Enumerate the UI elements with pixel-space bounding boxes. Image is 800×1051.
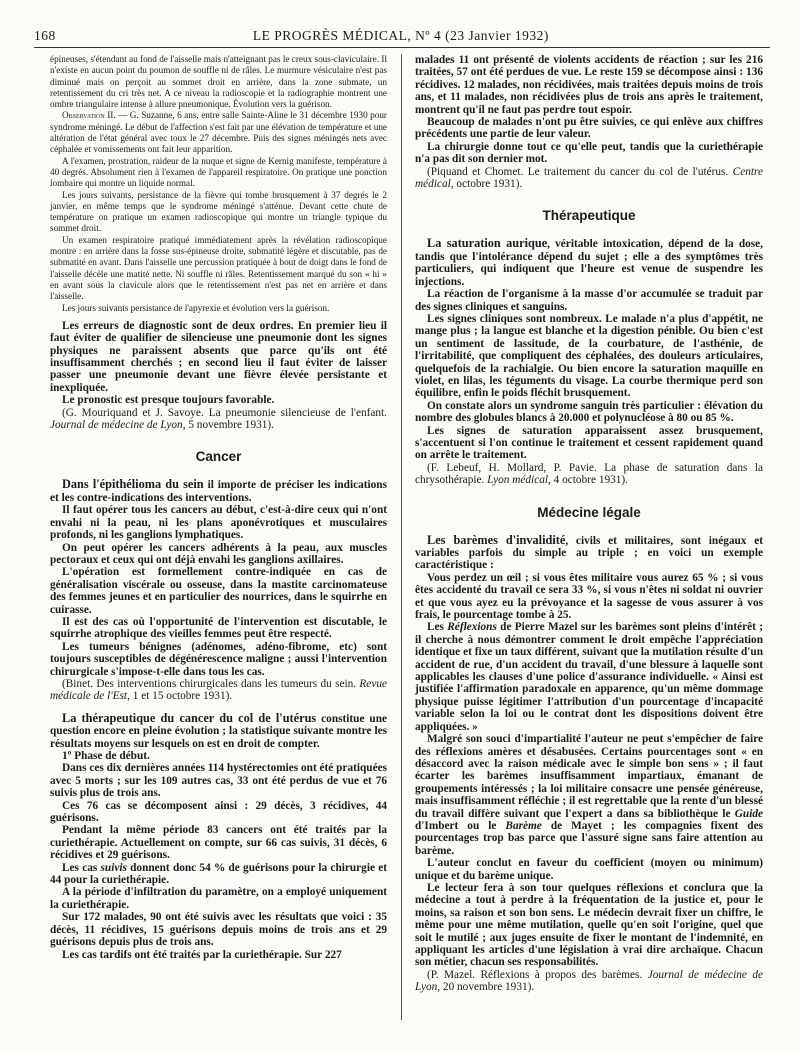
breast-cancer-p2: Il faut opérer tous les cancers au début, c'est-à-dire ceux qui n'ont envahi ni la peau, ni les plans aponévrotiques et musculaires profonds, ni les ganglions lymphatiques. [50,504,387,542]
observation-2: Observation II. — G. Suzanne, 6 ans, entre salle Sainte-Aline le 31 décembre 1930 pour syndrome méningé. Le début de l'affection s'est fait par une élévation de température et une altération de l'état général avec toux le 27 décembre. Puis des signes méningés nets avec céphalée et vomissements ont fait leur apparition. [50,110,387,155]
section-heading-medecine-legale: Médecine légale [537,504,641,520]
gold-saturation-p3: Les signes cliniques sont nombreux. Le malade n'a plus d'appétit, ne mange plus ; la langue est blanche et la digestion pénible. Ou bien c'est un sentiment de lassitude, de la courbature, de l'asthénie, de l'irritabilité, que compliquent des céphalées, des douleurs articulaires, quelquefois de la rachialgie. Ou bien encore la saturation maquille en violet, en lilas, les téguments du visage. La courbe thermique perd son équilibre, enfin le poids fléchit brusquement. [415,312,763,400]
reference-piquand: (Piquand et Chomet. Le traitement du cancer du col de l'utérus. Centre médical, octobre 1931). [415,165,763,191]
uterus-p6: Les cas suivis donnent donc 54 % de guérisons pour la chirurgie et 44 pour la curiethérapie. [50,861,388,887]
reference-lebeuf: (F. Lebeuf, H. Mollard, P. Pavie. La phase de saturation dans la chrysothérapie. Lyon médical, 4 octobre 1931). [415,461,763,487]
uterus-continuation: malades 11 ont présenté de violents accidents de réaction ; sur les 216 traitées, 57 ont été perdues de vue. Le reste 159 se décompose ainsi : 136 récidives. 12 malades, non récidivées, mais traitées depuis moins de trois ans, et 11 malades, non récidivées plus de trois ans après le traitement, montrent qu'il ne faut pas perdre tout espoir. [415,54,763,116]
observation-course: Les jours suivants, persistance de la fièvre qui tombe brusquement à 37 degrés le 2 janvier, en même temps que le syndrome méningé s'atténue. Devant cette chute de température on pratique un examen radioscopique qui montre un triangle typique du sommet droit. [50,189,387,234]
uterus-p4: Ces 76 cas se décomposent ainsi : 29 décès, 3 récidives, 44 guérisons. [50,799,387,825]
mazel-reflections: Les Réflexions de Pierre Mazel sur les barèmes sont pleins d'intérêt ; il cherche à nous démontrer comment le droit empêche l'appréciation identique et fixe un taux différent, suivant que la mutilation résulte d'un accident de rue, d'un accident du travail, d'une blessure à laquelle sont applicables les clauses d'une police d'assurance individuelle. « Ainsi est justifiée l'affirmation paradoxale en apparence, qu'un même dommage physique puisse légitimer l'attribution d'un pourcentage d'incapacité variable selon la loi ou le contrat dont les dispositions doivent être appliquées. » [415,621,763,733]
disability-example: Vous perdez un œil ; si vous êtes militaire vous aurez 65 % ; si vous êtes accidenté du travail ce sera 33 %, si vous n'êtes ni soldat ni ouvrier et que vous ayez eu la prévoyance et la sagesse de vous assurer à vos frais, le pourcentage tombe à 25. [415,571,763,622]
breast-cancer-p4: L'opération est formellement contre-indiquée en cas de généralisation viscérale ou osseuse, dans la mastite carcinomateuse des femmes jeunes et en particulier des nourrices, dans le squirrhe en cuirasse. [50,566,387,616]
uterus-p5: Pendant la même période 83 cancers ont été traités par la curiethérapie. Actuellement on compte, sur 66 cas suivis, 31 décès, 6 récidives et 29 guérisons. [50,824,387,862]
running-header [34,26,770,46]
column-divider [401,54,402,1020]
uterus-conclusion: La chirurgie donne tout ce qu'elle peut, tandis que la curiethérapie n'a pas dit son dernier mot. [415,140,763,166]
uterus-cancer-intro: La thérapeutique du cancer du col de l'utérus constitue une question encore en pleine évolution ; la statistique suivante montre les résultats moyens sur lesquels on est en droit de compter. [50,710,388,750]
breast-cancer-p6: Les tumeurs bénignes (adénomes, adéno-fibrome, etc) sont toujours susceptibles de dégénérescence maligne ; aussi l'intervention chirurgicale s'impose-t-elle dans tous les cas. [50,640,387,678]
header-rule [34,47,770,48]
gold-saturation-p4: On constate alors un syndrome sanguin très particulier : élévation du nombre des globules blancs à 20.000 et polynucléose à 80 ou 85 %. [415,399,763,425]
page-number: 168 [34,28,56,43]
gold-saturation-p2: La réaction de l'organisme à la masse d'or accumulée se traduit par des signes cliniques et sanguins. [415,288,763,313]
reference-mouriquand: (G. Mouriquand et J. Savoye. La pneumonie silencieuse de l'enfant. Journal de médecine de Lyon, 5 novembre 1931). [50,406,387,432]
breast-cancer-p3: On peut opérer les cancers adhérents à la peau, aux muscles pectoraux et ceux qui ont déjà envahi les ganglions axillaires. [50,541,387,566]
journal-title: LE PROGRÈS MÉDICAL, Nº 4 (23 Janvier 1932) [252,28,549,43]
observation-label: Observation II. [62,110,116,121]
observation-outcome: Les jours suivants persistance de l'apyrexie et évolution vers la guérison. [62,302,330,313]
mazel-conclusion: L'auteur conclut en faveur du coefficient (moyen ou minimum) unique et du barème unique. [415,857,763,882]
observation-exam: A l'examen, prostration, raideur de la nuque et signe de Kernig manifeste, température à 40 degrés. Absolument rien à l'examen de l'appareil respiratoire. On pratique une ponction lombaire qui montre un liquide normal. [50,155,387,189]
disability-scales-intro: Les barèmes d'invalidité, civils et militaires, sont inégaux et variables parfois du simple au triple ; en voici un exemple caractéristique : [415,532,763,572]
section-heading-cancer: Cancer [195,449,242,465]
gold-saturation-intro: La saturation aurique, véritable intoxication, dépend de la dose, tandis que l'intolérance dépend du sujet ; elle a des symptômes très particuliers, qui indiquent que l'heure est venue de suspendre les injections. [415,236,763,288]
breast-cancer-intro: Dans l'épithélioma du sein il importe de préciser les indications et les contre-indications des interventions. [50,477,387,504]
case-continuation: épineuses, s'étendant au fond de l'aisselle mais n'atteignant pas le creux sous-claviculaire. Il n'existe en aucun point du poumon de souffle ni de râles. Le murmure vésiculaire n'est pas diminué mais on perçoit au sommet droit en arrière, dans la zone submate, un retentissement du cri très net. A ce niveau la radioscopie et la radiographie montrent une ombre triangulaire intense à allure pneumonique. Évolution vers la guérison. [50,54,387,110]
uterus-p8: Sur 172 malades, 90 ont été suivis avec les résultats que voici : 35 décès, 11 récidives, 15 guérisons depuis moins de trois ans et 29 guérisons depuis plus de trois ans. [50,911,387,949]
right-column [415,54,763,994]
uterus-p7: A la période d'infiltration du paramètre, on a employé uniquement la curiethérapie. [50,886,387,911]
uterus-phase-1: 1º Phase de début. [62,750,150,763]
uterus-followup: Beaucoup de malades n'ont pu être suivies, ce qui enlève aux chiffres précédents une partie de leur valeur. [415,116,763,141]
gold-saturation-p5: Les signes de saturation apparaissent assez brusquement, s'accentuent si l'on continue le traitement et cessent rapidement quand on arrête le traitement. [415,424,763,462]
left-column [50,54,387,961]
observation-respiratory: Un examen respiratoire pratiqué immédiatement après la révélation radioscopique montre : en arrière dans la fosse sus-épineuse droite, submatité légère et discutable, pas de submatité en avant. Dans l'aisselle une percussion pratiquée à bout de doigt dans le fond de l'aisselle décèle une matité nette. Ni souffle ni râles. Retentissement marqué du son « hi » en avant sous la clavicule alors que le retentissement n'est pas net en arrière et dans l'aisselle. [50,234,387,302]
prognosis: Le pronostic est presque toujours favorable. [62,394,275,407]
diagnosis-errors: Les erreurs de diagnostic sont de deux ordres. En premier lieu il faut éviter de qualifier de silencieuse une pneumonie dont les signes physiques ne paraissent absents que parce qu'ils ont été insuffisamment cherchés ; en second lieu il faut éviter de laisser passer une pneumonie devant une fièvre élevée persistante et inexpliquée. [50,319,387,394]
breast-cancer-p5: Il est des cas où l'opportunité de l'intervention est discutable, le squirrhe atrophique des vieilles femmes peut être respecté. [50,615,387,641]
uterus-p9: Les cas tardifs ont été traités par la curiethérapie. Sur 227 [62,948,342,961]
uterus-p3: Dans ces dix dernières années 114 hystérectomies ont été pratiquées avec 5 morts ; sur les 109 autres cas, 33 ont été perdus de vue et 76 suivis plus de trois ans. [50,762,387,800]
mazel-criticism: Malgré son souci d'impartialité l'auteur ne peut s'empêcher de faire des réflexions amères et désabusées. Certains pourcentages sont « en désaccord avec la raison médicale avec le simple bon sens » ; il faut écarter les barèmes insuffisamment impartiaux, émanant de groupements intéressés ; la loi militaire consacre une pensée généreuse, mais insuffisamment réfléchie ; il est regrettable que la rente d'un blessé du travail diffère suivant que l'expert a dans sa bibliothèque le Guide d'Imbert ou le Barème de Mayet ; les compagnies fixent des pourcentages trop bas parce que l'assuré signe sans faire attention au barème. [415,733,763,857]
reader-reflections: Le lecteur fera à son tour quelques réflexions et conclura que la médecine a tout à perdre à la fréquentation de la justice et, pour le moins, sa raison et son bon sens. Le médecin devrait fixer un chiffre, le même pour une même mutilation, quelle qu'en soit l'origine, quel que soit le mutilé ; aux juges ensuite de fixer le montant de l'indemnité, en appliquant les articles d'une législation à vrai dire archaïque. Chacun son métier, chacun ses responsabilités. [415,881,763,969]
reference-mazel: (P. Mazel. Réflexions à propos des barèmes. Journal de médecine de Lyon, 20 novembre 1931). [415,968,763,994]
reference-binet: (Binet. Des interventions chirurgicales dans les tumeurs du sein. Revue médicale de l'Est, 1 et 15 octobre 1931). [50,677,387,703]
section-heading-therapeutique: Thérapeutique [542,208,636,224]
